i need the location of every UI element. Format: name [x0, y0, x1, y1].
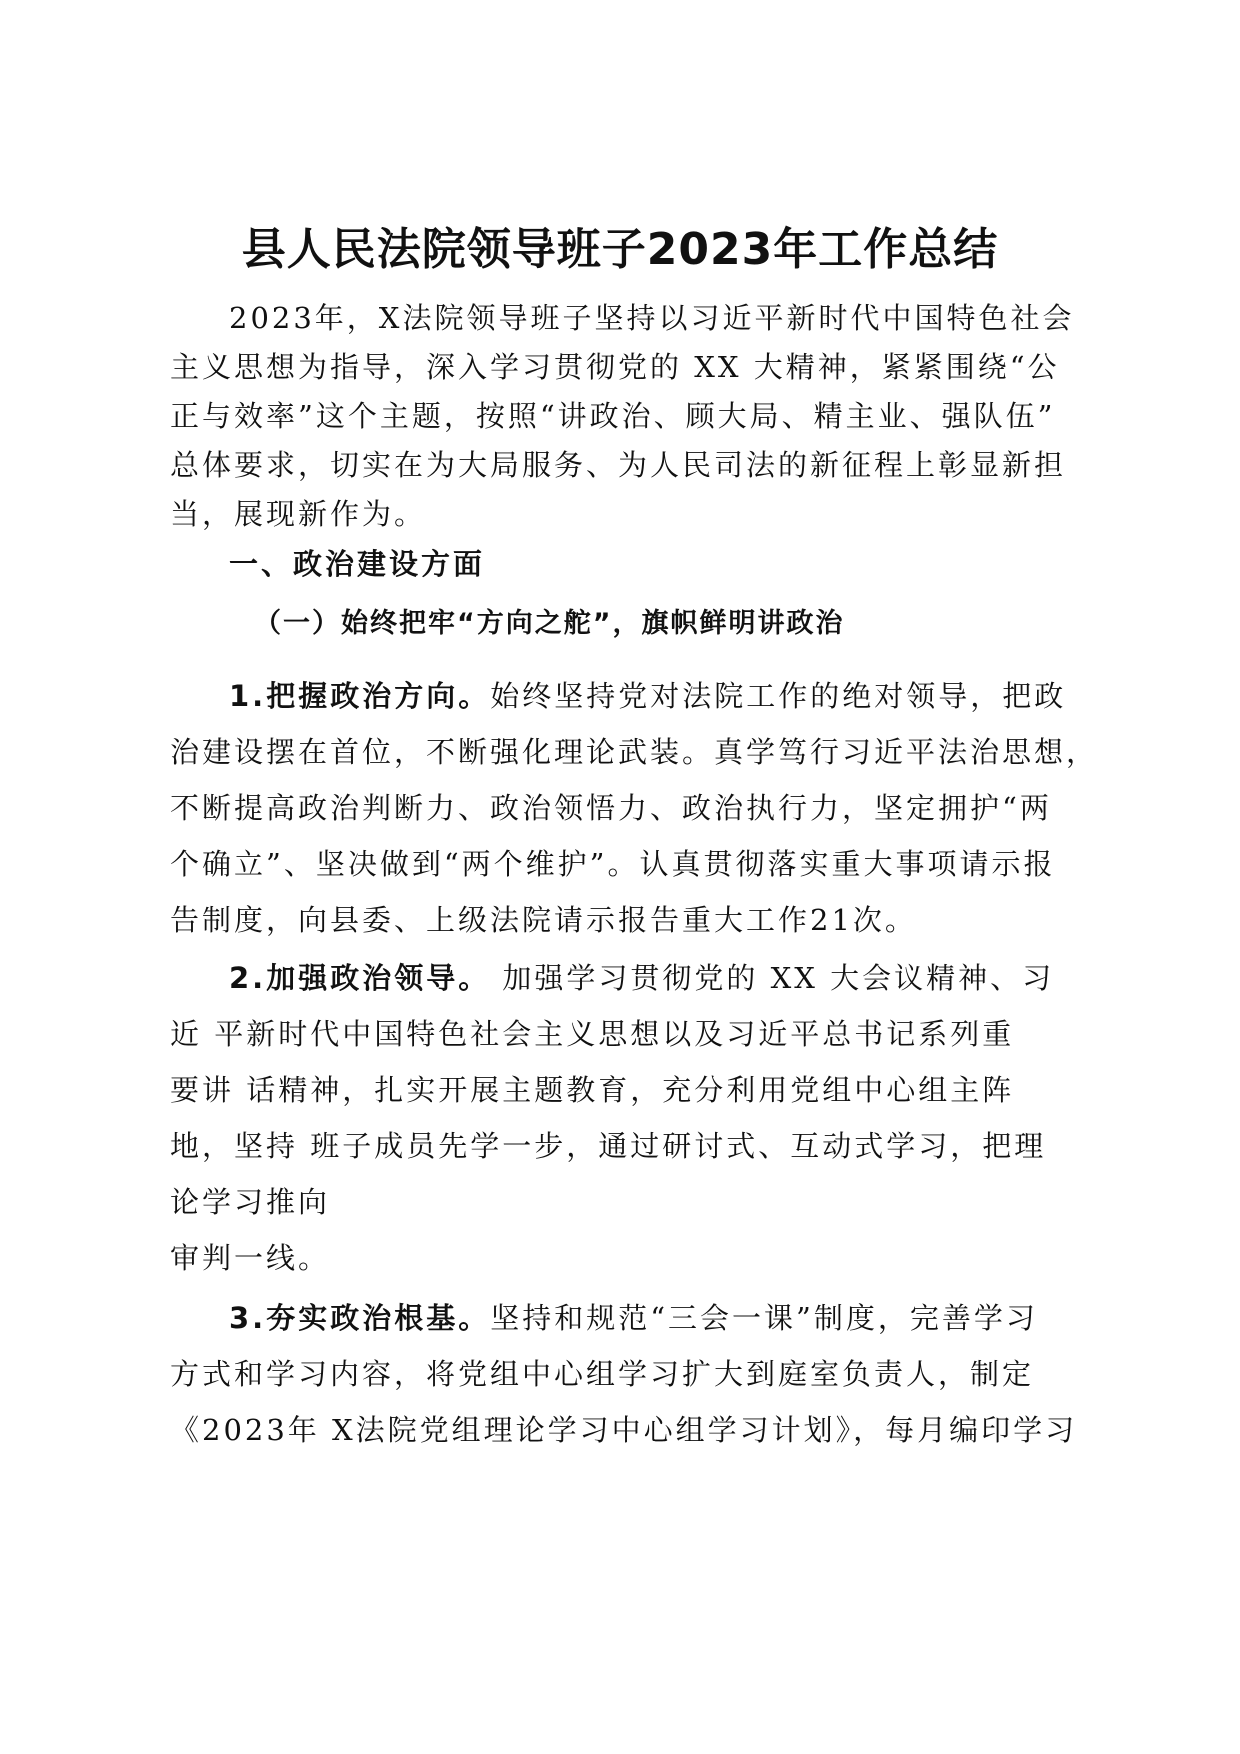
paragraph-line: 个确立”、坚决做到“两个维护”。认真贯彻落实重大事项请示报 — [170, 847, 1056, 881]
paragraph-first-line — [170, 1290, 1090, 1346]
paragraph-line: 《2023年 X法院党组理论学习中心组学习计划》，每月编印学习 — [170, 1413, 1078, 1447]
paragraph-first-line — [170, 950, 1090, 1006]
paragraph-lead: 3.夯实政治根基。 — [229, 1301, 491, 1335]
paragraph-line: 地，坚持 班子成员先学一步，通过研讨式、互动式学习，把理 — [170, 1129, 1047, 1163]
paragraph-tail-line: 审判一线。 — [170, 1241, 331, 1275]
paragraph-line: 论学习推向 — [170, 1185, 331, 1219]
subsection-heading: （一）始终把牢“方向之舵”，旗帜鲜明讲政治 — [254, 608, 845, 639]
paragraph-line: 不断提高政治判断力、政治领悟力、政治执行力，坚定拥护“两 — [170, 791, 1052, 825]
document-title: 县人民法院领导班子2023年工作总结 — [241, 224, 999, 275]
intro-line: 正与效率”这个主题，按照“讲政治、顾大局、精主业、强队伍” — [170, 399, 1056, 433]
paragraph-lead: 2.加强政治领导。 — [229, 961, 491, 995]
intro-paragraph — [170, 294, 1090, 539]
paragraph-text: 坚持和规范“三会一课”制度，完善学习 — [490, 1301, 1038, 1335]
paragraph-first-line — [170, 668, 1090, 724]
paragraph-political-direction — [170, 668, 1099, 948]
paragraph-line: 方式和学习内容，将党组中心组学习扩大到庭室负责人，制定 — [170, 1357, 1035, 1391]
intro-line: 当，展现新作为。 — [170, 497, 427, 531]
section-heading: 一、政治建设方面 — [229, 547, 486, 581]
paragraph-political-leadership — [170, 950, 1090, 1230]
paragraph-line: 近 平新时代中国特色社会主义思想以及习近平总书记系列重 — [170, 1017, 1015, 1051]
paragraph-text: 始终坚持党对法院工作的绝对领导，把政 — [490, 679, 1067, 713]
intro-line: 2023年，X法院领导班子坚持以习近平新时代中国特色社会 — [229, 301, 1075, 335]
paragraph-line: 治建设摆在首位，不断强化理论武装。真学笃行习近平法治思想， — [170, 735, 1099, 769]
paragraph-line: 要讲 话精神，扎实开展主题教育，充分利用党组中心组主阵 — [170, 1073, 1015, 1107]
paragraph-line: 告制度，向县委、上级法院请示报告重大工作21次。 — [170, 903, 917, 937]
paragraph-lead: 1.把握政治方向。 — [229, 679, 491, 713]
paragraph-political-foundation — [170, 1290, 1090, 1458]
intro-line: 总体要求，切实在为大局服务、为人民司法的新征程上彰显新担 — [170, 448, 1067, 482]
intro-line: 主义思想为指导，深入学习贯彻党的 XX 大精神，紧紧围绕“公 — [170, 350, 1060, 384]
paragraph-text: 加强学习贯彻党的 XX 大会议精神、习 — [490, 961, 1055, 995]
